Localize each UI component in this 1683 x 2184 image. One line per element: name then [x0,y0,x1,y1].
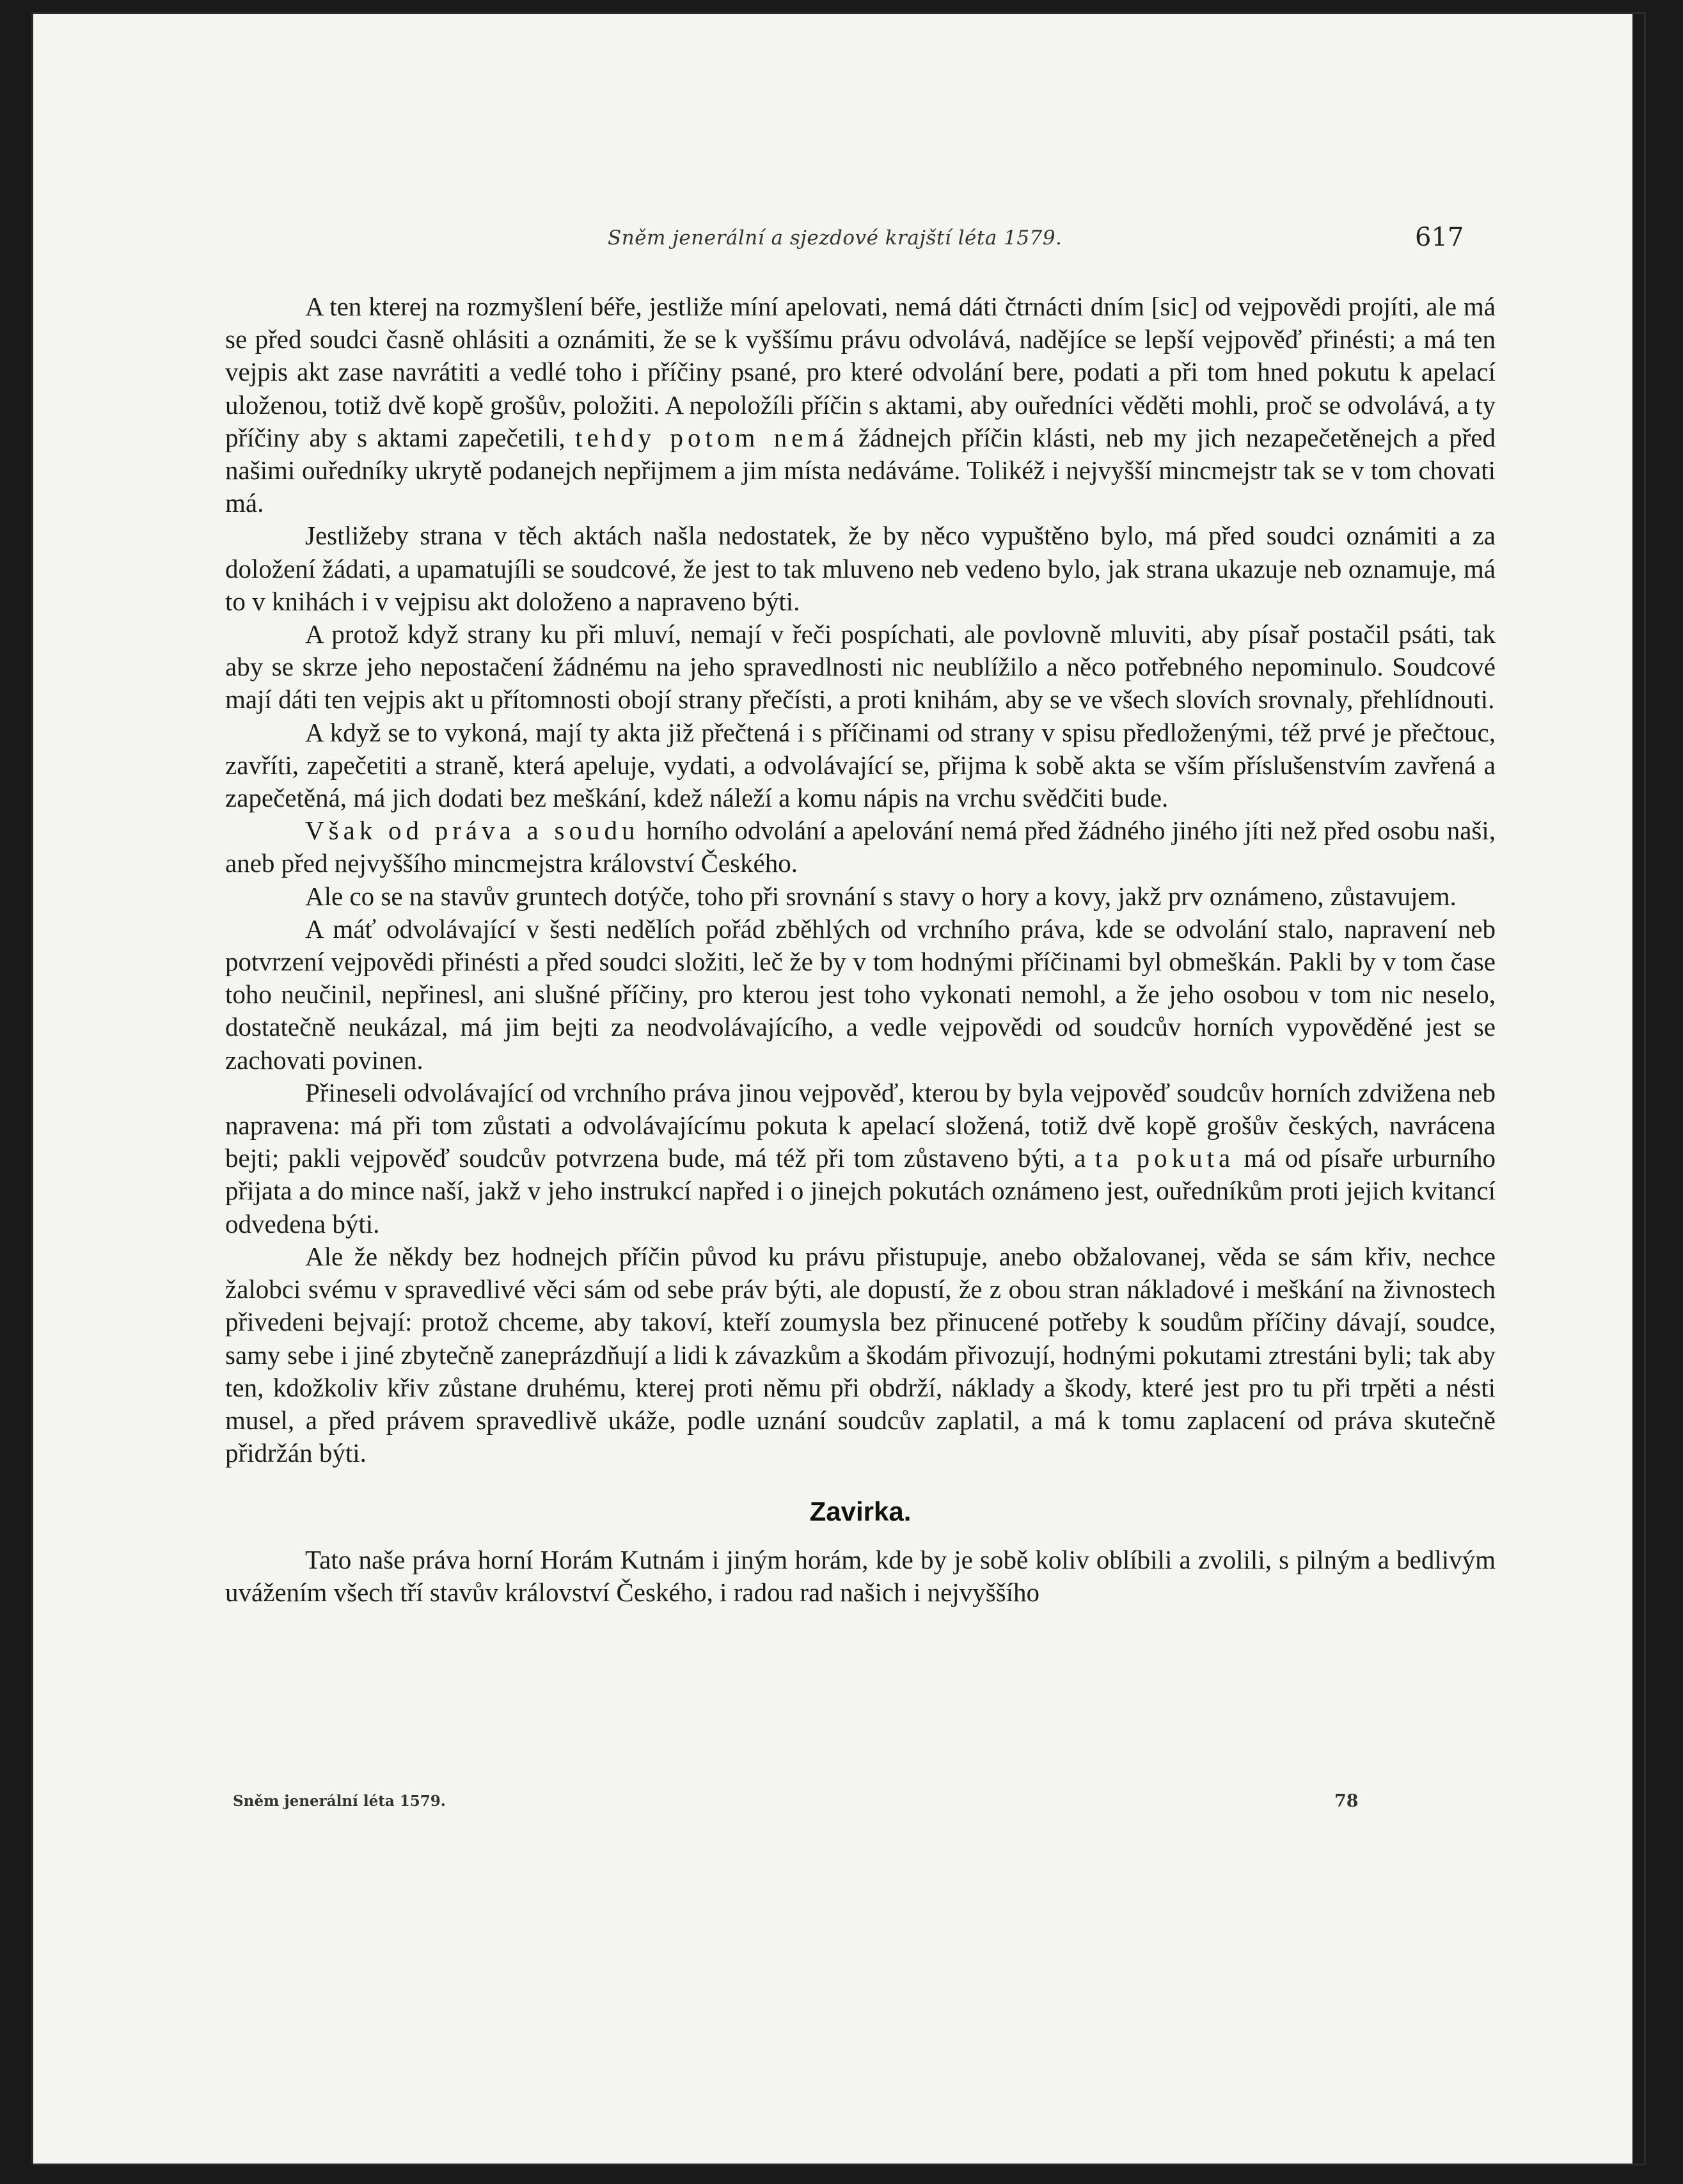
paragraph-1 [225,290,1496,519]
paragraph-5-rest: horního odvolání a apelování nemá před žádného jiného jíti než před osobu naši, aneb před nejvyššího mincmejstra království Českého. [225,816,1496,878]
footer-sheet-number: 78 [1334,1791,1359,1811]
paragraph-4: A když se to vykoná, mají ty akta již přečtená i s příčinami od strany v spisu předloženými, též prvé je přečtouc, zavříti, zapečetiti a straně, která apeluje, vydati, a odvolávající se, přijma k sobě akta se vším příslušenstvím zavřená a zapečetěná, má jich dodati bez meškání, kdež náleží a komu nápis na vrchu svědčiti bude. [225,717,1496,813]
footer-signature: Sněm jenerální léta 1579. [233,1792,446,1810]
paragraph-5-spaced-phrase: Však od práva a soudu [305,816,640,846]
paragraph-10: Tato naše práva horní Horám Kutnám i jiným horám, kde by je sobě koliv oblíbili a zvolili, s pilným a bedlivým uvážením všech tří stavův království Českého, i radou rad našich i nejvyššího [225,1544,1496,1607]
paragraph-1-part-b: žádnejch příčin klásti, neb my jich nezapečetěnejch a před našimi ouředníky ukrytě podanejch nepřijmem a jim místa nedáváme. Tolikéž i nejvyšší mincmejstr tak se v tom chovati má. [225,422,1496,518]
paragraph-3: A protož když strany ku při mluví, nemají v řeči pospíchati, ale povlovně mluviti, aby písař postačil psáti, tak aby se skrze jeho nepostačení žádnému na jeho spravedlnosti nic neublížilo a něco potřebného nepominulo. Soudcové mají dáti ten vejpis akt u přítomnosti obojí strany přečísti, a proti knihám, aby se ve všech slovích srovnaly, přehlídnouti. [225,619,1496,715]
paragraph-7: A máť odvolávající v šesti nedělích pořád zběhlých od vrchního práva, kde se odvolání stalo, napravení neb potvrzení vejpovědi přinésti a před soudci složiti, leč že by v tom hodnými příčinami byl obmeškán. Pakli by v tom čase toho neučinil, nepřinesl, ani slušné příčiny, pro kterou jest toho vykonati nemohl, a že jeho osobou v tom nic neselo, dostatečně neukázal, má jim bejti za neodvolávajícího, a vedle vejpovědi od soudcův horních vypověděné jest se zachovati povinen. [225,914,1496,1075]
paragraph-2: Jestližeby strana v těch aktách našla nedostatek, že by něco vypuštěno bylo, má před soudci oznámiti a za doložení žádati, a upamatujíli se soudcové, že jest to tak mluveno neb vedeno bylo, jak strana ukazuje neb oznamuje, má to v knihách i v vejpisu akt doloženo a napraveno býti. [225,521,1496,616]
paragraph-8-spaced-phrase: ta pokuta [1094,1143,1235,1173]
paragraph-6: Ale co se na stavův gruntech dotýče, toho při srovnání s stavy o hory a kovy, jakž prv oznámeno, zůstavujem. [305,881,1457,911]
page-header [33,220,1644,265]
paragraph-8-part-b: má od písaře urburního přijata a do mince naší, jakž v jeho instrukcí napřed i o jinejch pokutách oznámeno jest, ouředníkům proti jejich kvitancí odvedena býti. [225,1143,1496,1238]
running-title: Sněm jenerální a sjezdové krajští léta 1579. [608,226,1063,249]
paragraph-1-spaced-phrase: tehdy potom nemá [575,422,849,452]
body-text [225,290,1496,1609]
page-edge-shadow [1632,14,1644,2164]
paragraph-9: Ale že někdy bez hodnejch příčin původ ku právu přistupuje, anebo obžalovanej, věda se sám křiv, nechce žalobci svému v spravedlivé věci sám od sebe práv býti, ale dopustí, že z obou stran nákladové i meškání na živnostech přivedeni bejvají: protož chceme, aby takoví, kteří zoumysla bez přinucené potřeby k soudům příčiny dávají, soudce, samy sebe i jiné zbytečně zaneprázdňují a lidi k závazkům a škodám přivozují, hodnými pokutami ztrestáni byli; tak aby ten, kdožkoliv křiv zůstane druhému, kterej proti němu při obdrží, náklady a škody, které jest pro tu při trpěti a nésti musel, a před právem spravedlivě ukáže, podle uznání soudcův zaplatil, a má k tomu zaplacení od práva skutečně přidržán býti. [225,1241,1496,1468]
paragraph-5 [225,814,1496,880]
page-footer [33,1792,1644,1824]
paragraph-8-part-a: Přineseli odvolávající od vrchního práva jinou vejpověď, kterou by byla vejpověď soudcův horních zdvižena neb napravena: má při tom zůstati a odvolávajícímu pokuta k apelací složená, totiž dvě kopě grošův českých, navrácena bejti; pakli vejpověď soudcův potvrzena bude, má též při tom zůstaveno býti, a [225,1077,1496,1173]
section-title: Zavirka. [809,1496,912,1527]
page-number: 617 [1415,223,1464,252]
paragraph-8 [225,1077,1496,1240]
paragraph-1-part-a: A ten kterej na rozmyšlení béře, jestliže míní apelovati, nemá dáti čtrnácti dním [sic] od vejpovědi projíti, ale má se před soudci časně ohlásiti a oznámiti, že se k vyššímu právu odvolává, nadějíce se lepší vejpověď přinésti; a má ten vejpis akt zase navrátiti a vedlé toho i příčiny psané, pro které odvolání bere, podati a při tom hned pokutu k apelací uloženou, totiž dvě kopě grošův, položiti. A nepoložíli příčin s aktami, aby ouředníci věděti mohli, proč se odvolává, a ty příčiny aby s aktami zapečetili, [225,292,1496,452]
document-page [33,14,1644,2164]
